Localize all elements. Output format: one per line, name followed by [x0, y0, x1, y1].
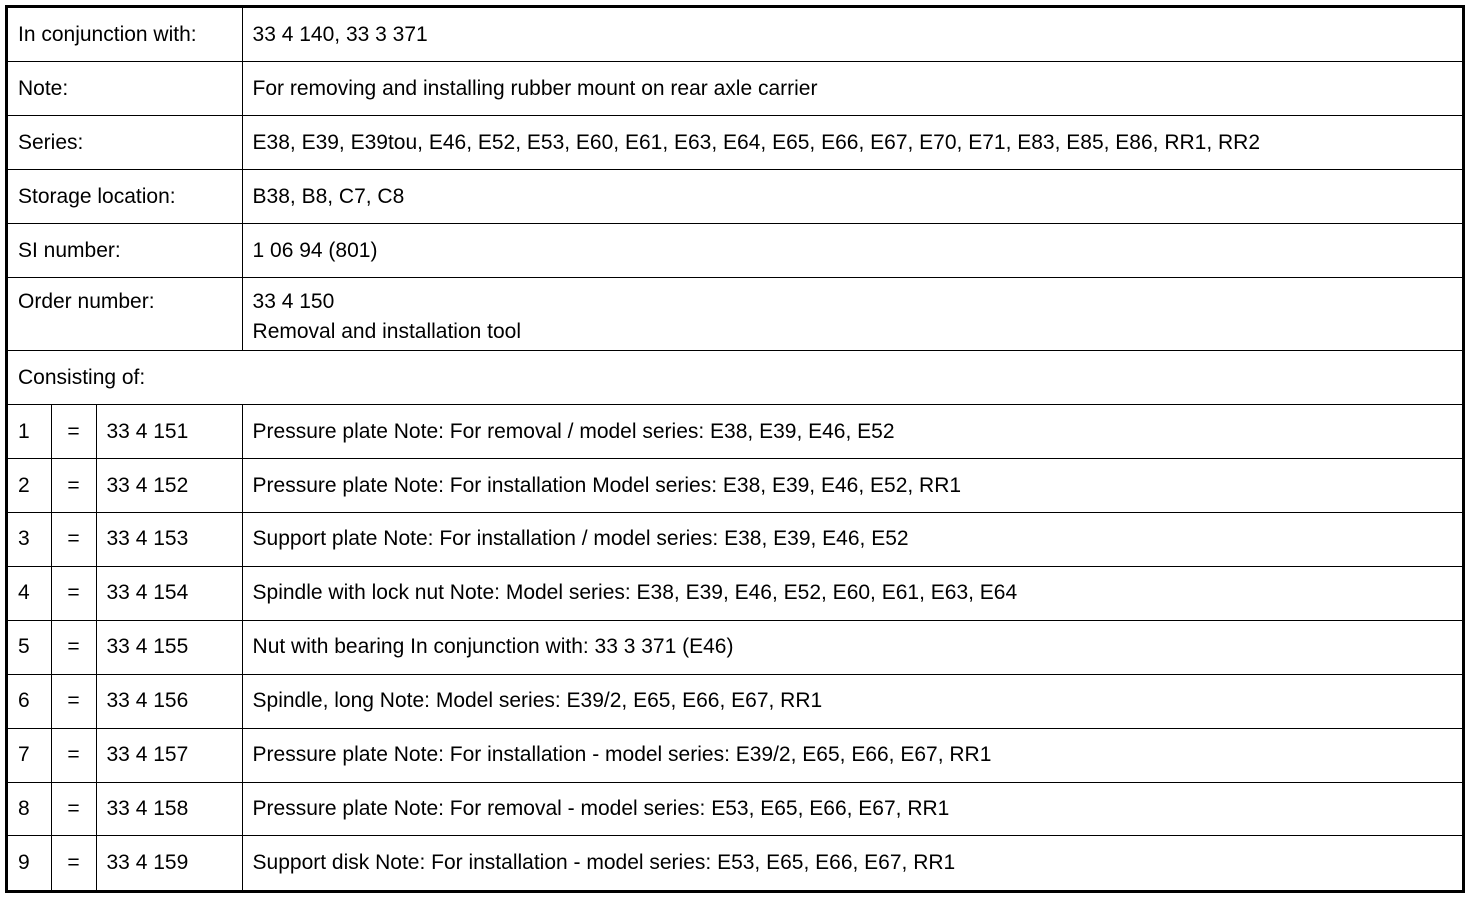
part-equals: = [51, 836, 96, 890]
info-label: Series: [8, 116, 242, 170]
part-equals: = [51, 566, 96, 620]
part-code: 33 4 152 [96, 459, 242, 513]
part-number: 6 [8, 674, 51, 728]
part-row [8, 782, 1462, 836]
info-row-conjunction [8, 8, 1462, 62]
part-number: 4 [8, 566, 51, 620]
part-code: 33 4 157 [96, 728, 242, 782]
consisting-of-row [8, 351, 1462, 405]
part-number: 1 [8, 405, 51, 459]
part-row [8, 512, 1462, 566]
part-description: Pressure plate Note: For removal / model series: E38, E39, E46, E52 [242, 405, 1462, 459]
part-equals: = [51, 674, 96, 728]
part-code: 33 4 153 [96, 512, 242, 566]
part-code: 33 4 155 [96, 620, 242, 674]
part-description: Pressure plate Note: For installation Model series: E38, E39, E46, E52, RR1 [242, 459, 1462, 513]
part-number: 8 [8, 782, 51, 836]
part-equals: = [51, 728, 96, 782]
info-value: 33 4 140, 33 3 371 [242, 8, 1462, 62]
part-equals: = [51, 459, 96, 513]
info-label: Storage location: [8, 170, 242, 224]
part-row [8, 405, 1462, 459]
info-value: B38, B8, C7, C8 [242, 170, 1462, 224]
part-description: Support plate Note: For installation / model series: E38, E39, E46, E52 [242, 512, 1462, 566]
part-code: 33 4 154 [96, 566, 242, 620]
info-value: 1 06 94 (801) [242, 224, 1462, 278]
part-code: 33 4 158 [96, 782, 242, 836]
part-code: 33 4 151 [96, 405, 242, 459]
part-equals: = [51, 512, 96, 566]
info-value: For removing and installing rubber mount on rear axle carrier [242, 62, 1462, 116]
part-code: 33 4 156 [96, 674, 242, 728]
part-row [8, 836, 1462, 890]
info-label: In conjunction with: [8, 8, 242, 62]
info-label: Order number: [8, 278, 242, 351]
consisting-of-label: Consisting of: [8, 351, 1462, 405]
part-description: Pressure plate Note: For installation - model series: E39/2, E65, E66, E67, RR1 [242, 728, 1462, 782]
info-row-order-number [8, 278, 1462, 351]
info-label: Note: [8, 62, 242, 116]
part-description: Nut with bearing In conjunction with: 33 3 371 (E46) [242, 620, 1462, 674]
tool-spec-table [8, 8, 1462, 890]
part-row [8, 728, 1462, 782]
part-code: 33 4 159 [96, 836, 242, 890]
part-row [8, 620, 1462, 674]
info-row-si-number [8, 224, 1462, 278]
info-row-note [8, 62, 1462, 116]
part-row [8, 674, 1462, 728]
part-equals: = [51, 782, 96, 836]
part-number: 3 [8, 512, 51, 566]
part-equals: = [51, 620, 96, 674]
order-number-description: Removal and installation tool [252, 320, 522, 344]
part-number: 5 [8, 620, 51, 674]
info-value: E38, E39, E39tou, E46, E52, E53, E60, E61, E63, E64, E65, E66, E67, E70, E71, E83, E85, E86, RR1, RR2 [242, 116, 1462, 170]
info-row-storage [8, 170, 1462, 224]
part-description: Spindle with lock nut Note: Model series: E38, E39, E46, E52, E60, E61, E63, E64 [242, 566, 1462, 620]
tool-spec-document [5, 5, 1465, 893]
part-description: Pressure plate Note: For removal - model series: E53, E65, E66, E67, RR1 [242, 782, 1462, 836]
part-description: Spindle, long Note: Model series: E39/2, E65, E66, E67, RR1 [242, 674, 1462, 728]
part-equals: = [51, 405, 96, 459]
part-number: 9 [8, 836, 51, 890]
part-row [8, 459, 1462, 513]
info-value [242, 278, 1462, 351]
info-label: SI number: [8, 224, 242, 278]
part-description: Support disk Note: For installation - model series: E53, E65, E66, E67, RR1 [242, 836, 1462, 890]
part-number: 7 [8, 728, 51, 782]
info-row-series [8, 116, 1462, 170]
part-row [8, 566, 1462, 620]
order-number-code: 33 4 150 [252, 290, 335, 314]
part-number: 2 [8, 459, 51, 513]
